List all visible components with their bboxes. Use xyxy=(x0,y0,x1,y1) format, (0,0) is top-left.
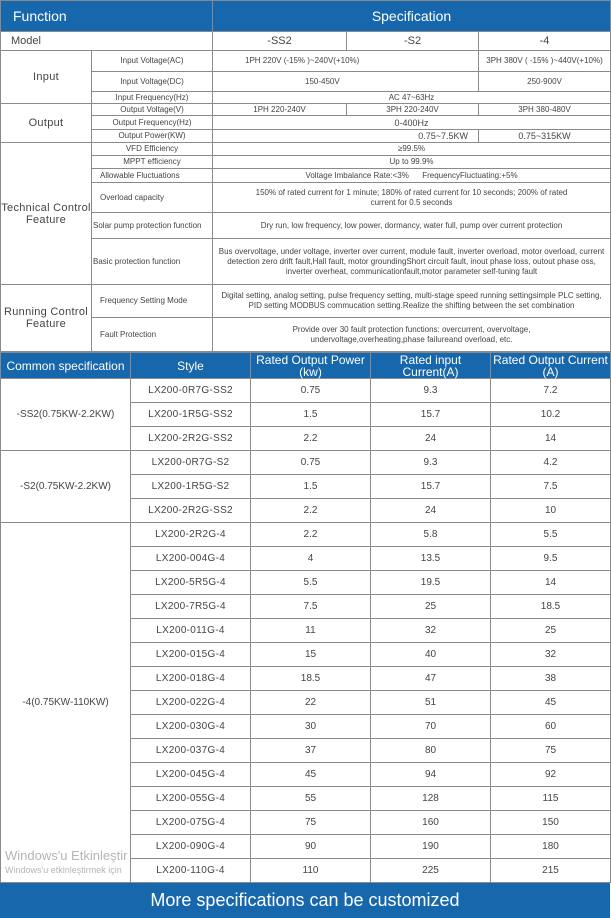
output-current-cell: 45 xyxy=(491,691,611,715)
output-current-cell: 75 xyxy=(491,739,611,763)
style-cell: LX200-045G-4 xyxy=(131,763,251,787)
group-name-label: -S2(0.75KW-2.2KW) xyxy=(20,480,111,492)
frequency-setting-label: Frequency Setting Mode xyxy=(92,285,213,318)
output-current-cell: 38 xyxy=(491,667,611,691)
style-cell: LX200-022G-4 xyxy=(131,691,251,715)
col-header-rated-output-current: Rated Output Current (A) xyxy=(491,353,611,379)
output-current-cell: 115 xyxy=(491,787,611,811)
model-label: Model xyxy=(1,32,213,51)
style-cell: LX200-1R5G-SS2 xyxy=(131,403,251,427)
table-row xyxy=(1,523,611,547)
style-cell: LX200-0R7G-S2 xyxy=(131,451,251,475)
output-current-cell: 7.5 xyxy=(491,475,611,499)
output-current-cell: 18.5 xyxy=(491,595,611,619)
watermark-line-1: Windows'u Etkinleştir xyxy=(5,848,128,863)
input-current-cell: 24 xyxy=(371,427,491,451)
output-power-label: Output Power(KW) xyxy=(92,130,213,143)
power-cell: 0.75 xyxy=(251,451,371,475)
input-current-cell: 47 xyxy=(371,667,491,691)
input-voltage-ac-ss2-s2: 1PH 220V (-15% )~240V(+10%) xyxy=(213,51,479,72)
specification-header: Specification xyxy=(213,1,611,32)
output-current-cell: 4.2 xyxy=(491,451,611,475)
col-header-rated-output-power: Rated Output Power (kw) xyxy=(251,353,371,379)
solar-pump-label: Solar pump protection function xyxy=(92,213,213,239)
table-row xyxy=(1,379,611,403)
style-cell: LX200-1R5G-S2 xyxy=(131,475,251,499)
output-current-cell: 10 xyxy=(491,499,611,523)
style-cell: LX200-015G-4 xyxy=(131,643,251,667)
output-current-cell: 215 xyxy=(491,859,611,883)
output-current-cell: 60 xyxy=(491,715,611,739)
input-current-cell: 24 xyxy=(371,499,491,523)
input-current-cell: 51 xyxy=(371,691,491,715)
power-cell: 2.2 xyxy=(251,523,371,547)
input-current-cell: 9.3 xyxy=(371,379,491,403)
mppt-efficiency-value: Up to 99.9% xyxy=(213,156,611,169)
input-voltage-ac-4: 3PH 380V ( -15% )~440V(+10%) xyxy=(479,51,611,72)
mppt-efficiency-label: MPPT efficiency xyxy=(92,156,213,169)
group-name-label: -4(0.75KW-110KW) xyxy=(22,696,109,708)
fault-protection-label: Fault Protection xyxy=(92,318,213,352)
input-current-cell: 40 xyxy=(371,643,491,667)
output-power-ss2-s2: 0.75~7.5KW xyxy=(213,130,479,143)
output-current-cell: 7.2 xyxy=(491,379,611,403)
windows-activation-watermark xyxy=(5,848,127,876)
input-current-cell: 19.5 xyxy=(371,571,491,595)
vfd-efficiency-value: ≥99.5% xyxy=(213,143,611,156)
overload-value: 150% of rated current for 1 minute; 180% of rated current for 10 seconds; 200% of rated current for 0.5 seconds xyxy=(213,183,611,213)
style-cell: LX200-5R5G-4 xyxy=(131,571,251,595)
output-current-cell: 9.5 xyxy=(491,547,611,571)
power-cell: 1.5 xyxy=(251,403,371,427)
fluctuations-label: Allowable Fluctuations xyxy=(92,169,213,183)
style-cell: LX200-2R2G-SS2 xyxy=(131,427,251,451)
output-voltage-ss2: 1PH 220-240V xyxy=(213,104,347,116)
power-cell: 7.5 xyxy=(251,595,371,619)
running-group-label: Running Control Feature xyxy=(1,285,92,352)
power-cell: 0.75 xyxy=(251,379,371,403)
specification-table xyxy=(0,0,611,352)
style-cell: LX200-030G-4 xyxy=(131,715,251,739)
col-header-rated-input-current: Rated input Current(A) xyxy=(371,353,491,379)
input-voltage-dc-ss2-s2: 150-450V xyxy=(213,72,479,92)
watermark-line-2: Windows'u etkinleştirmek için xyxy=(5,865,122,875)
input-current-cell: 13.5 xyxy=(371,547,491,571)
power-cell: 22 xyxy=(251,691,371,715)
style-cell: LX200-011G-4 xyxy=(131,619,251,643)
output-current-cell: 180 xyxy=(491,835,611,859)
solar-pump-value: Dry run, low frequency, low power, dormancy, water full, pump over current protection xyxy=(213,213,611,239)
input-current-cell: 128 xyxy=(371,787,491,811)
style-cell: LX200-004G-4 xyxy=(131,547,251,571)
function-header: Function xyxy=(1,1,213,32)
input-current-cell: 15.7 xyxy=(371,475,491,499)
col-header-common-spec: Common specification xyxy=(1,353,131,379)
style-cell: LX200-2R2G-SS2 xyxy=(131,499,251,523)
output-current-cell: 5.5 xyxy=(491,523,611,547)
model-s2: -S2 xyxy=(347,32,479,51)
input-current-cell: 15.7 xyxy=(371,403,491,427)
output-voltage-label: Output Voltage(V) xyxy=(92,104,213,116)
input-voltage-ac-label: Input Voltage(AC) xyxy=(92,51,213,72)
style-cell: LX200-110G-4 xyxy=(131,859,251,883)
group-name-cell xyxy=(1,451,131,523)
fault-protection-value: Provide over 30 fault protection functions: overcurrent, overvoltage, undervoltage,overheating,phase failureand overload, etc. xyxy=(213,318,611,352)
vfd-efficiency-label: VFD Efficiency xyxy=(92,143,213,156)
input-voltage-dc-label: Input Voltage(DC) xyxy=(92,72,213,92)
input-current-cell: 9.3 xyxy=(371,451,491,475)
output-group-label: Output xyxy=(1,104,92,143)
output-power-4: 0.75~315KW xyxy=(479,130,611,143)
input-group-label: Input xyxy=(1,51,92,104)
output-current-cell: 14 xyxy=(491,571,611,595)
style-cell: LX200-037G-4 xyxy=(131,739,251,763)
power-cell: 30 xyxy=(251,715,371,739)
style-cell: LX200-055G-4 xyxy=(131,787,251,811)
power-cell: 1.5 xyxy=(251,475,371,499)
customization-banner: More specifications can be customized xyxy=(0,883,610,918)
power-cell: 55 xyxy=(251,787,371,811)
model-ss2: -SS2 xyxy=(213,32,347,51)
power-cell: 11 xyxy=(251,619,371,643)
output-current-cell: 150 xyxy=(491,811,611,835)
style-cell: LX200-090G-4 xyxy=(131,835,251,859)
fluctuations-value: Voltage Imbalance Rate:<3% FrequencyFluctuating:+5% xyxy=(213,169,611,183)
group-name-label: -SS2(0.75KW-2.2KW) xyxy=(16,408,115,420)
power-cell: 45 xyxy=(251,763,371,787)
style-cell: LX200-2R2G-4 xyxy=(131,523,251,547)
frequency-setting-value: Digital setting, analog setting, pulse frequency setting, multi-stage speed running settingsimple PLC setting, PID setting MODBUS commucation setting.Realize the shifting between the set combination xyxy=(213,285,611,318)
output-current-cell: 25 xyxy=(491,619,611,643)
input-current-cell: 70 xyxy=(371,715,491,739)
output-frequency-label: Output Frequency(Hz) xyxy=(92,116,213,130)
style-cell: LX200-018G-4 xyxy=(131,667,251,691)
style-cell: LX200-075G-4 xyxy=(131,811,251,835)
power-cell: 4 xyxy=(251,547,371,571)
col-header-style: Style xyxy=(131,353,251,379)
basic-protection-label: Basic protection function xyxy=(92,239,213,285)
power-cell: 37 xyxy=(251,739,371,763)
overload-label: Overload capacity xyxy=(92,183,213,213)
output-current-cell: 14 xyxy=(491,427,611,451)
output-frequency-value: 0-400Hz xyxy=(213,116,611,130)
power-cell: 75 xyxy=(251,811,371,835)
group-name-cell xyxy=(1,523,131,883)
style-cell: LX200-7R5G-4 xyxy=(131,595,251,619)
power-cell: 2.2 xyxy=(251,499,371,523)
power-cell: 110 xyxy=(251,859,371,883)
input-current-cell: 190 xyxy=(371,835,491,859)
technical-group-label: Technical Control Feature xyxy=(1,143,92,285)
basic-protection-value: Bus overvoltage, under voltage, inverter over current, module fault, inverter overload, motor overload, current detection zero drift fault,Hall fault, motor groundingShort circuit fault, inout phase loss, outout phase oss, inverter overheat, communicationfault,motor parameter self-tuning fault xyxy=(213,239,611,285)
power-cell: 90 xyxy=(251,835,371,859)
input-voltage-dc-4: 250-900V xyxy=(479,72,611,92)
output-current-cell: 32 xyxy=(491,643,611,667)
power-cell: 5.5 xyxy=(251,571,371,595)
power-cell: 18.5 xyxy=(251,667,371,691)
output-voltage-s2: 3PH 220-240V xyxy=(347,104,479,116)
output-current-cell: 10.2 xyxy=(491,403,611,427)
style-cell: LX200-0R7G-SS2 xyxy=(131,379,251,403)
output-voltage-4: 3PH 380-480V xyxy=(479,104,611,116)
group-name-cell xyxy=(1,379,131,451)
input-current-cell: 32 xyxy=(371,619,491,643)
input-frequency-label: Input Frequency(Hz) xyxy=(92,92,213,104)
input-current-cell: 94 xyxy=(371,763,491,787)
output-current-cell: 92 xyxy=(491,763,611,787)
table-row xyxy=(1,451,611,475)
input-current-cell: 160 xyxy=(371,811,491,835)
input-current-cell: 5.8 xyxy=(371,523,491,547)
model-table xyxy=(0,352,611,883)
power-cell: 2.2 xyxy=(251,427,371,451)
power-cell: 15 xyxy=(251,643,371,667)
model-4: -4 xyxy=(479,32,611,51)
input-current-cell: 80 xyxy=(371,739,491,763)
input-current-cell: 25 xyxy=(371,595,491,619)
input-frequency-value: AC 47~63Hz xyxy=(213,92,611,104)
input-current-cell: 225 xyxy=(371,859,491,883)
